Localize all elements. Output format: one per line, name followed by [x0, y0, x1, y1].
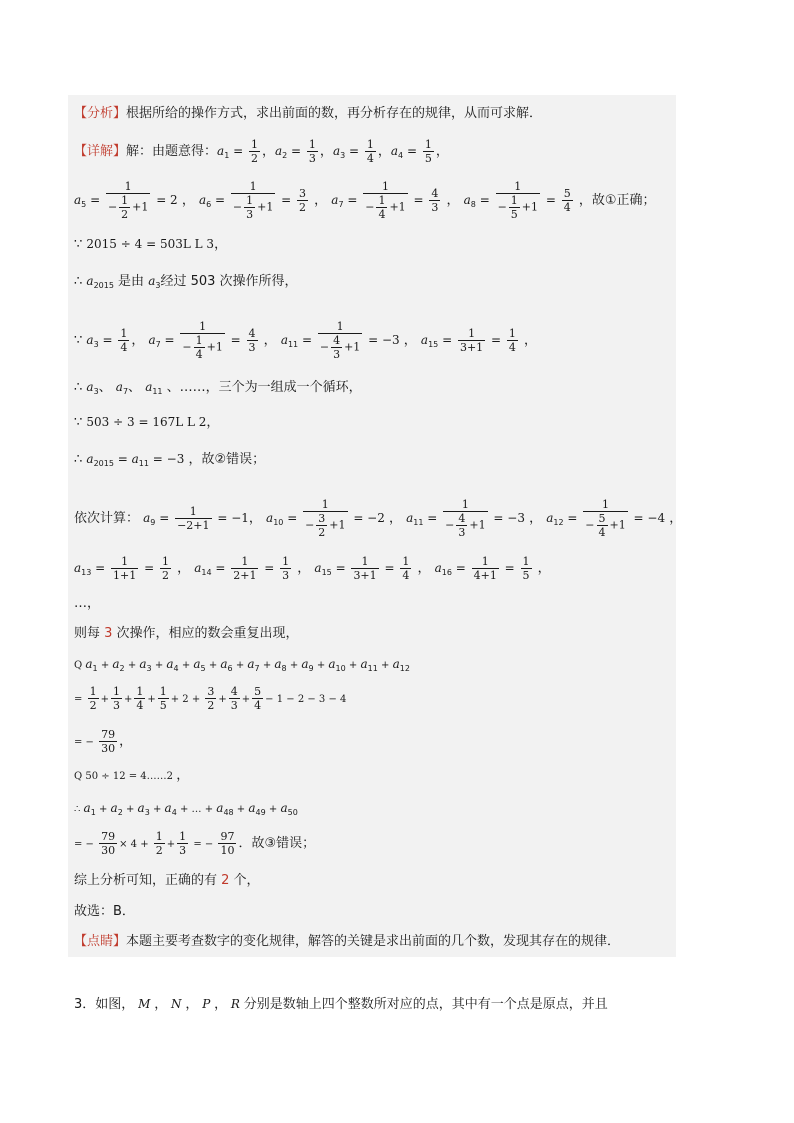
detail-line-14: = $\frac{1}{2}$ + $\frac{1}{3}$ + $\frac{1}{4}$ + $\frac{1}{5}$ + 2 + $\frac{3}{2}$ + $\frac{4}{3}$ + $\frac{5}{4}$ − 1 − 2 − 3 − 4	[74, 685, 347, 712]
analysis-tag: 【分析】	[74, 106, 127, 121]
detail-line-6: ∴ $a_3$、 $a_7$、 $a_{11}$ 、……，三个为一组成一个循环，	[74, 380, 362, 396]
detail-line-3: ∵ 2015 ÷ 4 = 503L L 3，	[74, 237, 228, 252]
detail-line-7: ∵ 503 ÷ 3 = 167L L 2，	[74, 415, 220, 430]
solution-block	[68, 95, 683, 957]
detail-line-18: = − $\frac{79}{30}$ × 4 + $\frac{1}{2}$ + $\frac{1}{3}$ = − $\frac{97}{10}$ ．故③错误；	[74, 830, 316, 857]
detail-line-12: 则每 3 次操作，相应的数会重复出现，	[74, 626, 299, 641]
detail-line-9: 依次计算： $a_9$ = $\frac{1}{-2+1}$ = −1， $a_{10}$ = 1 − $\frac{3}{2}$ +1 = −2 ， $a_{11}$ = 1 − $\frac{4}{3}$ +1 = −3 ， $a_{12}$ = 1 − $\frac{5}{4}$ +1 = −4 ，	[74, 498, 683, 539]
detail-line-17: ∴ $a_1 + a_2 + a_3 + a_4$ + … + $a_{48} + a_{49} + a_{50}$	[74, 801, 298, 817]
detail-line-11: …，	[74, 596, 101, 611]
detail-line-4: ∴ $a_{2015}$ 是由 $a_3$经过 503 次操作所得，	[74, 274, 298, 290]
detail-line-8: ∴ $a_{2015} = a_{11} = -3$ ，故②错误；	[74, 452, 266, 468]
analysis-line	[74, 105, 542, 123]
comment-line	[74, 933, 620, 951]
detail-line-16: Q 50 ÷ 12 = 4……2 ，	[74, 768, 190, 783]
analysis-text: 根据所给的操作方式，求出前面的数，再分析存在的规律，从而可求解．	[126, 106, 543, 121]
detail-line-10: $a_{13}$ = $\frac{1}{1+1}$ = $\frac{1}{2}$ ， $a_{14}$ = $\frac{1}{2+1}$ = $\frac{1}{3}$ ， $a_{15}$ = $\frac{1}{3+1}$ = $\frac{1}{4}$ ， $a_{16}$ = $\frac{1}{4+1}$ = $\frac{1}{5}$ ，	[74, 555, 551, 582]
detail-line-19: 综上分析可知，正确的有 2 个，	[74, 873, 260, 888]
detail-line-13: Q $a_1 + a_2 + a_3 + a_4 + a_5 + a_6 + a_7 + a_8 + a_9 + a_{10} + a_{11} + a_{12}$	[74, 657, 410, 673]
detail-line-15: = − $\frac{79}{30}$ ，	[74, 728, 133, 755]
comment-tag: 【点睛】	[74, 934, 127, 949]
comment-text: 本题主要考查数字的变化规律，解答的关键是求出前面的几个数，发现其存在的规律．	[126, 934, 621, 949]
detail-line-5: ∵ $a_3$ = $\frac{1}{4}$ ， $a_7$ = 1 − $\frac{1}{4}$ +1 = $\frac{4}{3}$ ， $a_{11}$ = 1 − $\frac{4}{3}$ +1 = −3 ， $a_{15}$ = $\frac{1}{3+1}$ = $\frac{1}{4}$ ，	[74, 320, 537, 361]
question-3: 3．如图， M ， N ， P ， R 分别是数轴上四个整数所对应的点，其中有一个点是原点，并且	[74, 997, 608, 1012]
detail-line-1: 【详解】解：由题意得：$a_1$ = $\frac{1}{2}$ ，$a_2$ = $\frac{1}{3}$ ，$a_3$ = $\frac{1}{4}$ ，$a_4$ = $\frac{1}{5}$ ，	[74, 138, 449, 165]
detail-tag: 【详解】	[74, 144, 127, 159]
detail-line-20: 故选：B．	[74, 904, 135, 919]
detail-line-2: $a_5$ = 1 − $\frac{1}{2}$ +1 = 2 ， $a_6$ = 1 − $\frac{1}{3}$ +1 = $\frac{3}{2}$ ， $a_7$ = 1 − $\frac{1}{4}$ +1 = $\frac{4}{3}$ ， $a_8$ = 1 − $\frac{1}{5}$ +1 = $\frac{5}{4}$ ，故①正确；	[74, 180, 656, 221]
